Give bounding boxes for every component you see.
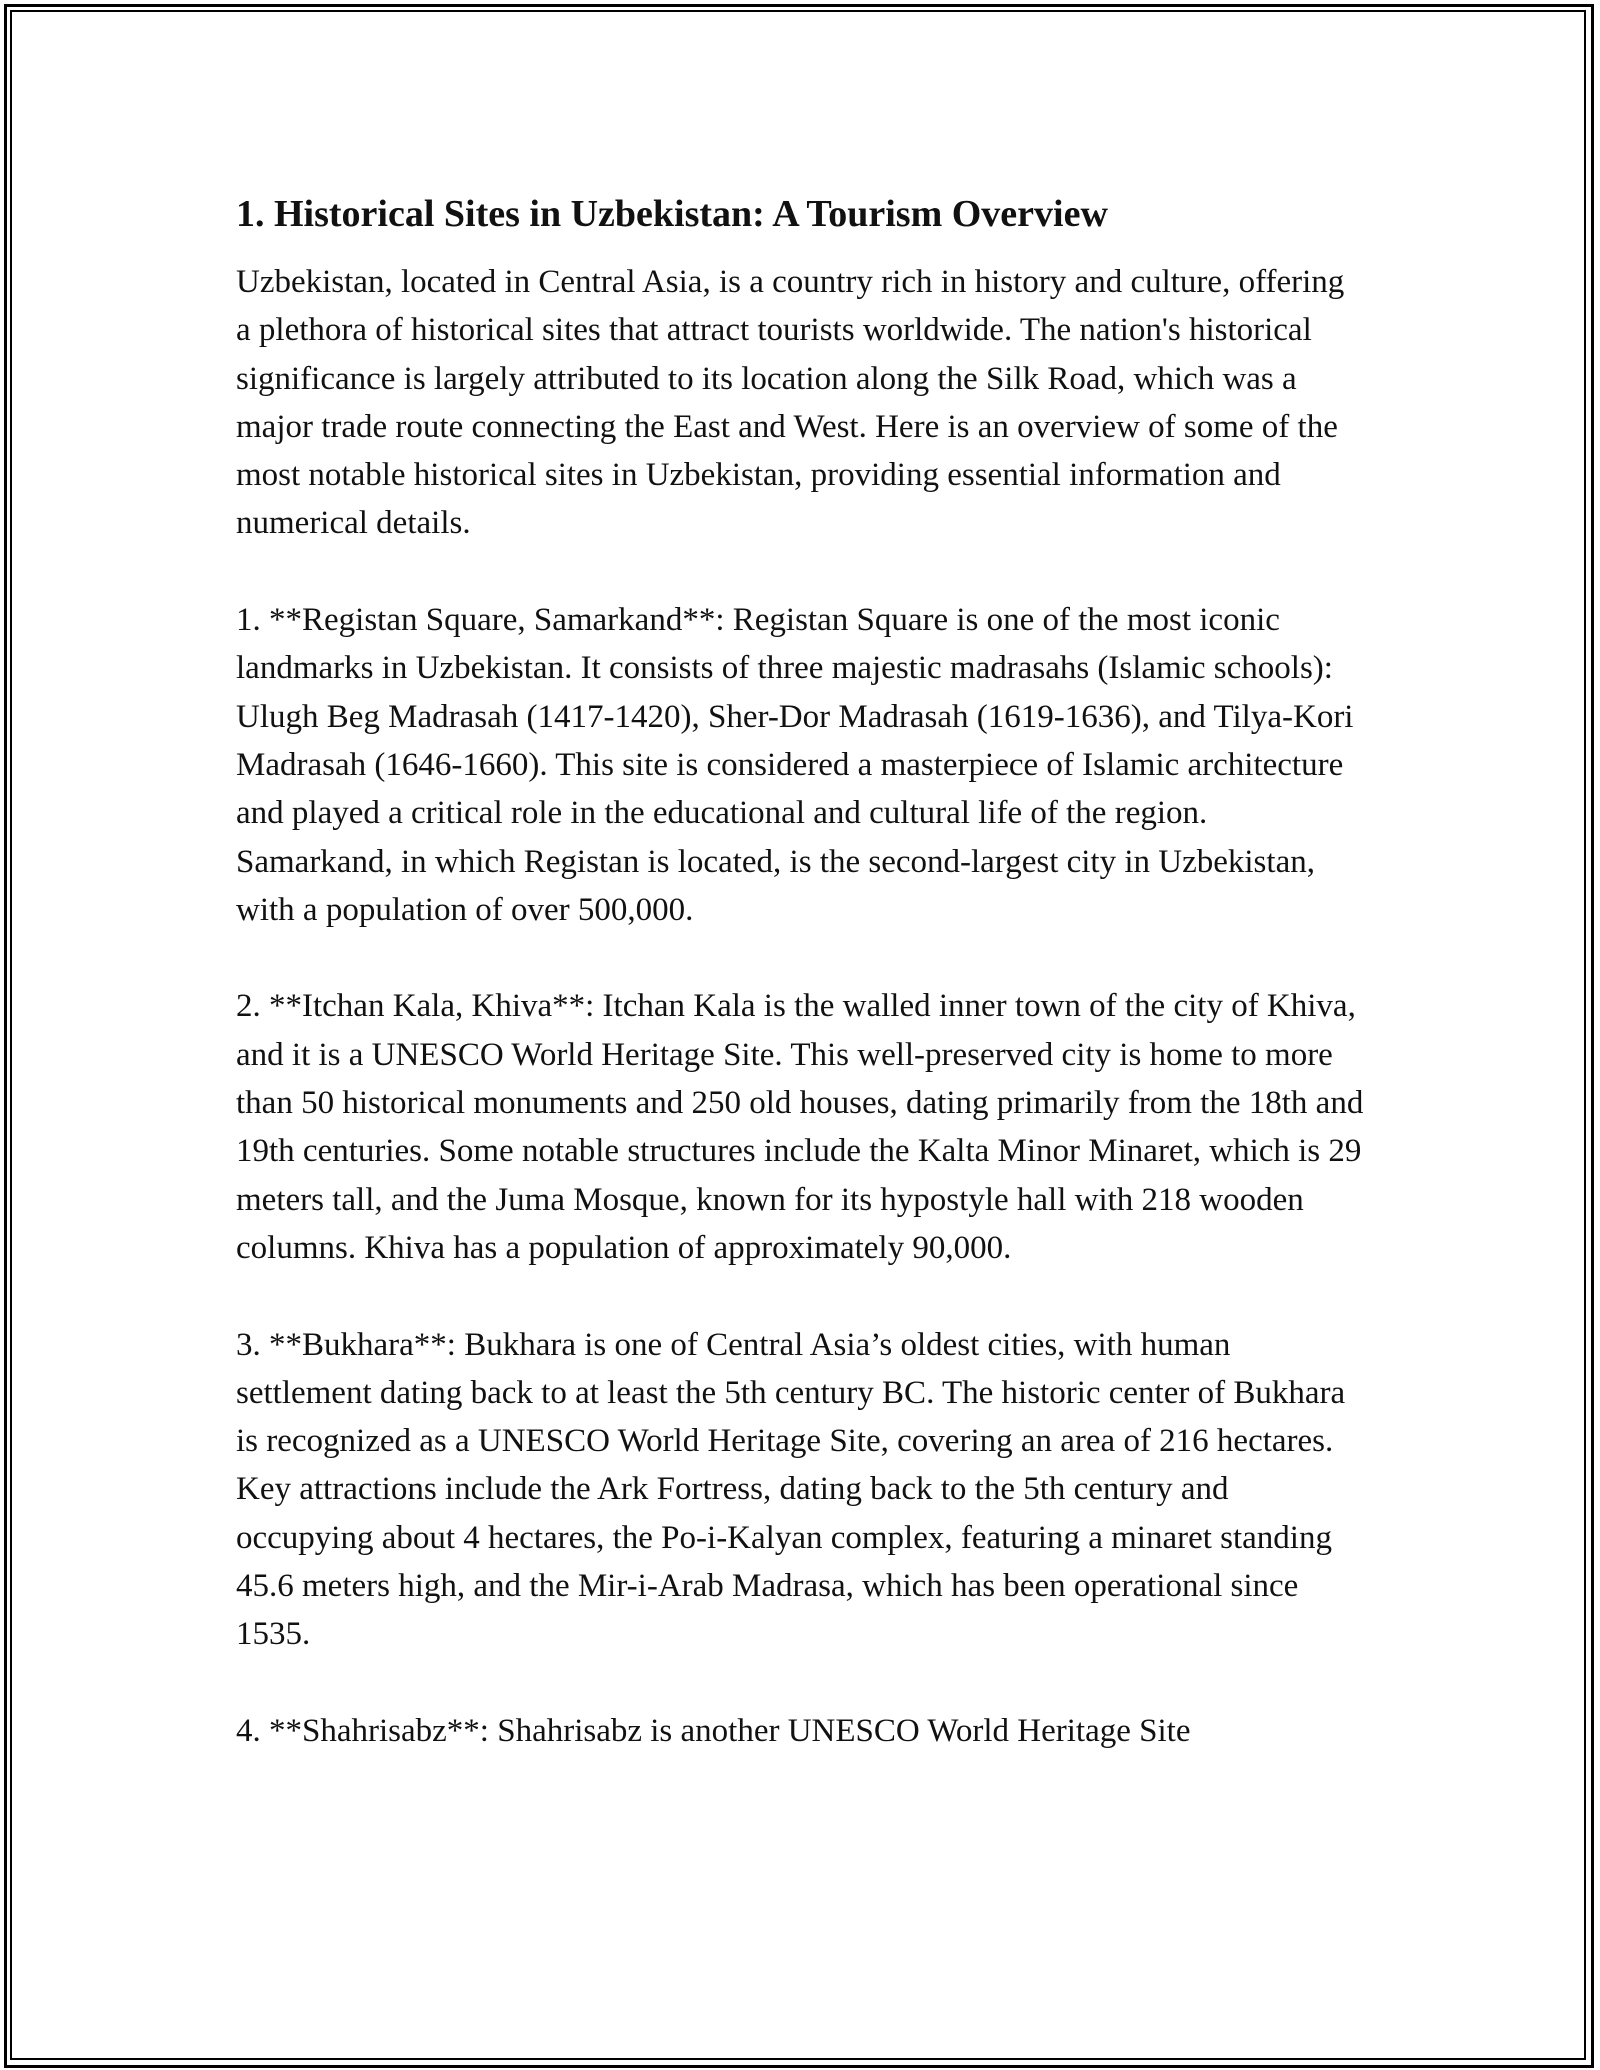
document-title: 1. Historical Sites in Uzbekistan: A Tourism Overview xyxy=(236,193,1108,235)
registan-paragraph: 1. **Registan Square, Samarkand**: Registan Square is one of the most iconic landmarks in Uzbekistan. It consists of three majestic madrasahs (Islamic schools): Ulugh Beg Madrasah (1417-1420), Sher-Dor Madrasah (1619-1636), and Tilya-Kori Madrasah (1646-1660). This site is considered a masterpiece of Islamic architecture and played a critical role in the educational and cultural life of the region. Samarkand, in which Registan is located, is the second-largest city in Uzbekistan, with a population of over 500,000. xyxy=(236,602,1354,928)
document-body xyxy=(236,188,1366,1804)
intro-paragraph: Uzbekistan, located in Central Asia, is a country rich in history and culture, offering a plethora of historical sites that attract tourists worldwide. The nation's historical significance is largely attributed to its location along the Silk Road, which was a major trade route connecting the East and West. Here is an overview of some of the most notable historical sites in Uzbekistan, providing essential information and numerical details. xyxy=(236,264,1345,542)
shahrisabz-paragraph: 4. **Shahrisabz**: Shahrisabz is another UNESCO World Heritage Site xyxy=(236,1712,1191,1749)
bukhara-paragraph: 3. **Bukhara**: Bukhara is one of Central Asia’s oldest cities, with human settlement dating back to at least the 5th century BC. The historic center of Bukhara is recognized as a UNESCO World Heritage Site, covering an area of 216 hectares. Key attractions include the Ark Fortress, dating back to the 5th century and occupying about 4 hectares, the Po-i-Kalyan complex, featuring a minaret standing 45.6 meters high, and the Mir-i-Arab Madrasa, which has been operational since 1535. xyxy=(236,1326,1346,1653)
itchan-kala-paragraph: 2. **Itchan Kala, Khiva**: Itchan Kala is the walled inner town of the city of Khiva, and it is a UNESCO World Heritage Site. This well-preserved city is home to more than 50 historical monuments and 250 old houses, dating primarily from the 18th and 19th centuries. Some notable structures include the Kalta Minor Minaret, which is 29 meters tall, and the Juma Mosque, known for its hypostyle hall with 218 wooden columns. Khiva has a population of approximately 90,000. xyxy=(236,988,1364,1266)
